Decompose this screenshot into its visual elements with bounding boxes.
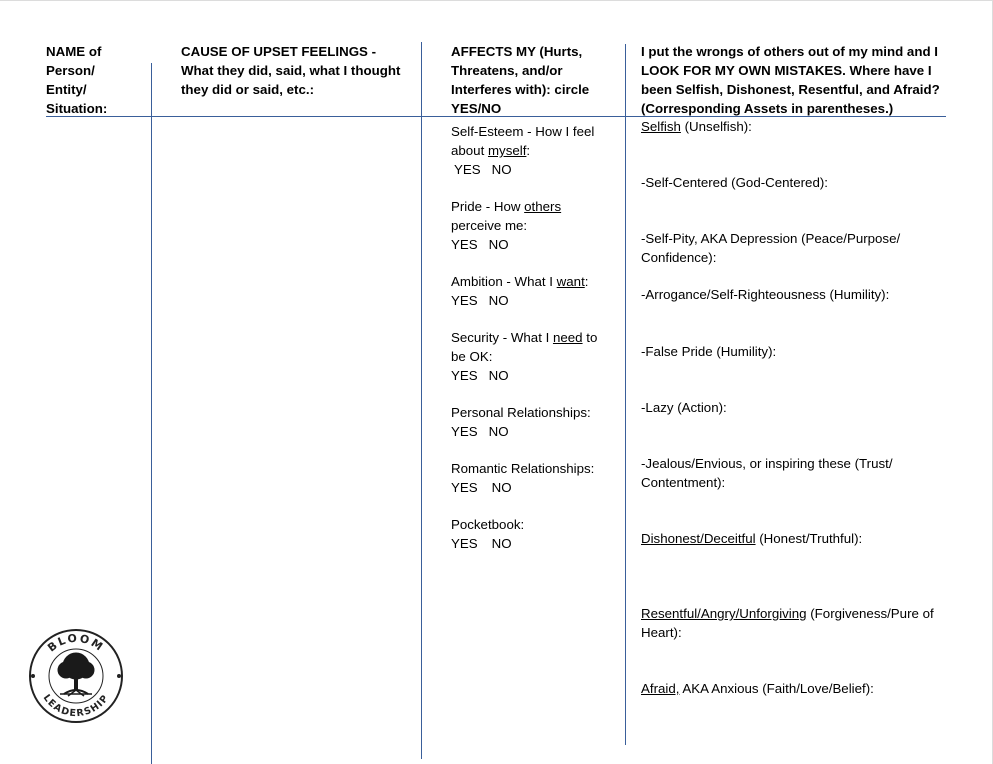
yes-option[interactable]: YES xyxy=(451,368,478,383)
page-border-top xyxy=(0,0,993,1)
affect-item-personal-relationships: Personal Relationships: YES NO xyxy=(451,405,591,439)
tree-icon xyxy=(58,653,94,696)
no-option[interactable]: NO xyxy=(491,536,512,551)
column-divider-1 xyxy=(151,63,152,764)
mistake-self-pity: -Self-Pity, AKA Depression (Peace/Purpose/ Confidence): xyxy=(641,231,901,265)
affect-item-ambition: Ambition - What I want: YES NO xyxy=(451,274,589,308)
affect-item-security: Security - What I need to be OK: YES NO xyxy=(451,330,598,383)
yes-option[interactable]: YES xyxy=(451,424,478,439)
mistake-arrogance: -Arrogance/Self-Righteousness (Humility): xyxy=(641,287,890,302)
logo-bottom-text: LEADERSHIP xyxy=(40,692,112,720)
header-affects-column: AFFECTS MY (Hurts, Threatens, and/or Interferes with): circle YES/NO xyxy=(451,44,590,116)
no-option[interactable]: NO xyxy=(488,237,509,252)
no-option[interactable]: NO xyxy=(488,368,509,383)
affect-item-self-esteem: Self-Esteem - How I feel about myself: YES NO xyxy=(451,124,595,177)
header-mistakes-column: I put the wrongs of others out of my mind and I LOOK FOR MY OWN MISTAKES. Where have I been Selfish, Dishonest, Resentful, and Afraid? (Corresponding Assets in parentheses.) xyxy=(641,44,940,116)
bloom-leadership-logo xyxy=(28,628,124,724)
affect-item-pride: Pride - How others perceive me: YES NO xyxy=(451,199,562,252)
yes-option[interactable]: YES xyxy=(451,293,478,308)
no-option[interactable]: NO xyxy=(491,162,512,177)
yes-option[interactable]: YES xyxy=(451,536,478,551)
mistake-resentful: Resentful/Angry/Unforgiving (Forgiveness/Pure of Heart): xyxy=(641,606,934,640)
column-divider-3 xyxy=(625,44,626,745)
mistake-jealous: -Jealous/Envious, or inspiring these (Trust/ Contentment): xyxy=(641,456,893,490)
logo-top-text: BLOOM xyxy=(45,631,107,655)
mistake-afraid: Afraid, AKA Anxious (Faith/Love/Belief): xyxy=(641,681,874,696)
affect-item-pocketbook: Pocketbook: YES NO xyxy=(451,517,525,551)
yes-option[interactable]: YES xyxy=(451,237,478,252)
column-divider-2 xyxy=(421,42,422,759)
mistake-selfish: Selfish (Unselfish): xyxy=(641,119,752,134)
mistake-false-pride: -False Pride (Humility): xyxy=(641,344,777,359)
affect-item-romantic-relationships: Romantic Relationships: YES NO xyxy=(451,461,595,495)
no-option[interactable]: NO xyxy=(488,293,509,308)
mistake-self-centered: -Self-Centered (God-Centered): xyxy=(641,175,828,190)
header-name-column: NAME of Person/ Entity/ Situation: xyxy=(46,44,108,116)
mistake-lazy: -Lazy (Action): xyxy=(641,400,727,415)
yes-option[interactable]: YES xyxy=(451,480,478,495)
yes-option[interactable]: YES xyxy=(454,162,481,177)
no-option[interactable]: NO xyxy=(488,424,509,439)
mistake-dishonest: Dishonest/Deceitful (Honest/Truthful): xyxy=(641,531,863,546)
no-option[interactable]: NO xyxy=(491,480,512,495)
header-cause-column: CAUSE OF UPSET FEELINGS - What they did, said, what I thought they did or said, etc.: xyxy=(181,44,401,97)
